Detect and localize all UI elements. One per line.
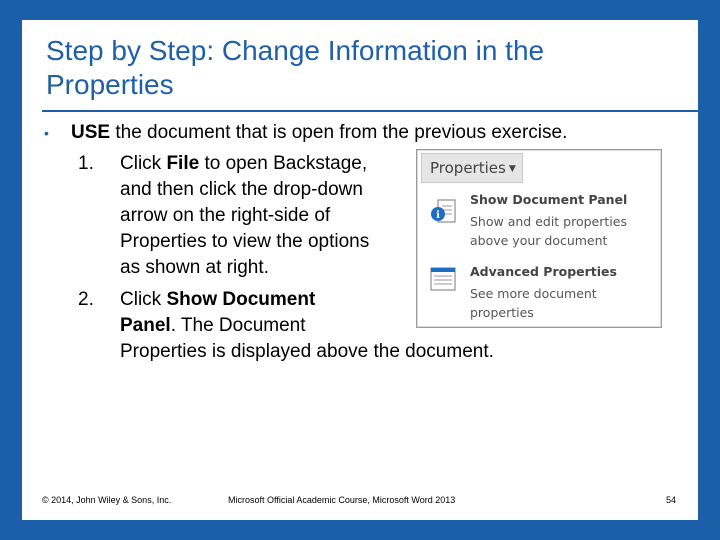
show-document-panel-option[interactable]: Show Document Panel bbox=[470, 192, 628, 207]
step-number-2: 2. bbox=[78, 289, 94, 310]
step-2-line-3: Properties is displayed above the document. bbox=[120, 341, 494, 362]
bullet-dot: • bbox=[44, 125, 49, 141]
show-document-panel-desc-1: Show and edit properties bbox=[470, 214, 627, 229]
properties-dropdown-button[interactable] bbox=[421, 153, 523, 183]
slide bbox=[22, 20, 698, 520]
bullet-text: the document that is open from the previous exercise. bbox=[110, 122, 568, 143]
step-1-line-4: Properties to view the options bbox=[120, 231, 370, 252]
footer-page-number: 54 bbox=[666, 495, 677, 505]
advanced-properties-desc-2: properties bbox=[470, 305, 534, 320]
show-document-panel-desc-2: above your document bbox=[470, 233, 608, 248]
title-divider bbox=[42, 110, 700, 112]
advanced-properties-option[interactable]: Advanced Properties bbox=[470, 264, 617, 279]
step-1-line-1: Click File to open Backstage, bbox=[120, 153, 368, 174]
footer-copyright: © 2014, John Wiley & Sons, Inc. bbox=[42, 495, 172, 505]
properties-list-icon bbox=[429, 265, 457, 293]
step-number-1: 1. bbox=[78, 153, 94, 174]
slide-title: Step by Step: Change Information in the Properties bbox=[46, 35, 545, 100]
step-1-line-2: and then click the drop-down bbox=[120, 179, 363, 200]
properties-button-label: Properties bbox=[430, 159, 506, 177]
use-keyword: USE bbox=[71, 122, 111, 143]
step-2-line-1: Click Show Document bbox=[120, 289, 316, 310]
svg-text:i: i bbox=[436, 210, 440, 221]
footer-course: Microsoft Official Academic Course, Microsoft Word 2013 bbox=[228, 495, 456, 505]
step-1-line-5: as shown at right. bbox=[120, 257, 269, 278]
info-document-icon bbox=[429, 198, 457, 226]
step-2-line-2: Panel. The Document bbox=[120, 315, 306, 336]
advanced-properties-desc-1: See more document bbox=[470, 286, 597, 301]
chevron-down-icon: ▼ bbox=[508, 164, 516, 174]
step-1-line-3: arrow on the right-side of bbox=[120, 205, 331, 226]
properties-menu-screenshot bbox=[416, 149, 662, 328]
